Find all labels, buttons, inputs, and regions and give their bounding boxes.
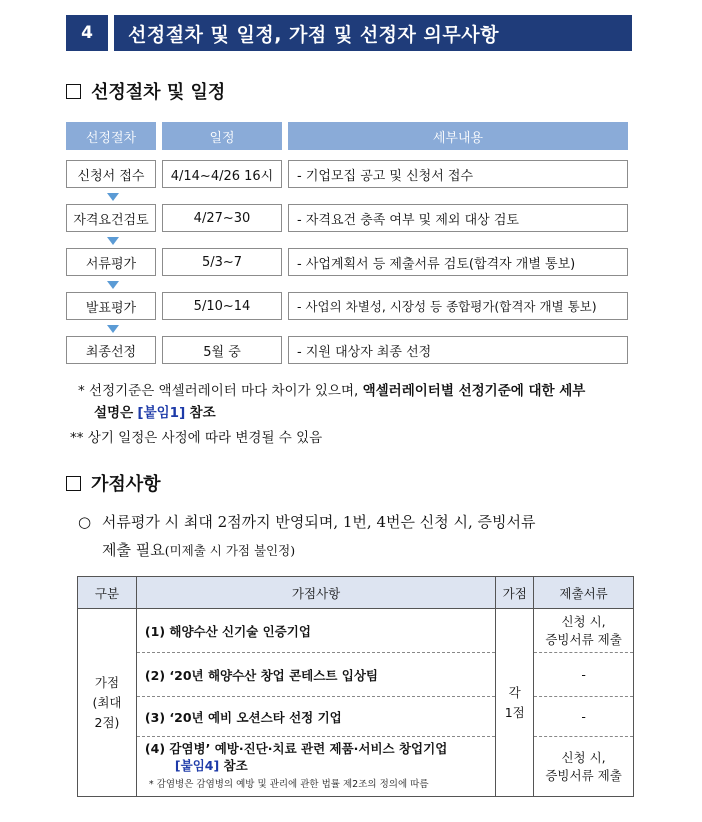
section-title: 선정절차 및 일정, 가점 및 선정자 의무사항 [114,15,632,51]
schedule-detail: - 기업모집 공고 및 신청서 접수 [288,160,628,188]
bonus-header-category: 구분 [78,577,137,609]
schedule-change-note: ** 상기 일정은 사정에 따라 변경될 수 있음 [70,430,323,446]
schedule-detail: - 사업계획서 등 제출서류 검토(합격자 개별 통보) [288,248,628,276]
schedule-date: 5/10~14 [162,292,282,320]
schedule-detail: - 사업의 차별성, 시장성 등 종합평가(합격자 개별 통보) [288,292,628,320]
schedule-date: 5월 중 [162,336,282,364]
schedule-detail: - 지원 대상자 최종 선정 [288,336,628,364]
schedule-header-date: 일정 [162,122,282,150]
bonus-score: 각 1점 [496,609,534,797]
bonus-header-item: 가점사항 [136,577,495,609]
arrow-down-icon [107,237,119,245]
bonus-item: (2) ‘20년 해양수산 창업 콘테스트 입상팀 [136,653,495,697]
bonus-docs: - [534,653,634,697]
bonus-description: ○ 서류평가 시 최대 2점까지 반영되며, 1번, 4번은 신청 시, 증빙서류 제출 필요(미제출 시 가점 불인정) [78,513,536,559]
schedule-step: 최종선정 [66,336,156,364]
bonus-item: (4) 감염병’ 예방·진단·치료 관련 제품·서비스 창업기업 [붙임4] 참조 * 감염병은 감염병의 예방 및 관리에 관한 법률 제2조의 정의에 따름 [136,737,495,797]
arrow-down-icon [107,325,119,333]
bullet-circle-icon: ○ [78,513,92,531]
schedule-step: 발표평가 [66,292,156,320]
bonus-header-score: 가점 [496,577,534,609]
bonus-category: 가점 (최대 2점) [78,609,137,797]
schedule-date: 4/27~30 [162,204,282,232]
selection-criteria-note: * 선정기준은 액셀러레이터 마다 차이가 있으며, 액셀러레이터별 선정기준에 대한 세부 설명은 [붙임1] 참조 [78,383,586,421]
bonus-docs: 신청 시, 증빙서류 제출 [534,609,634,653]
bonus-docs: 신청 시, 증빙서류 제출 [534,737,634,797]
bonus-docs: - [534,697,634,737]
schedule-date: 5/3~7 [162,248,282,276]
bonus-table [77,576,634,797]
schedule-heading: 선정절차 및 일정 [66,78,225,104]
schedule-header-detail: 세부내용 [288,122,628,150]
checkbox-square-icon [66,476,81,491]
arrow-down-icon [107,193,119,201]
attachment-ref: [붙임1] [137,405,186,421]
attachment-ref: [붙임4] [174,758,220,773]
schedule-date: 4/14~4/26 16시 [162,160,282,188]
schedule-step: 자격요건검토 [66,204,156,232]
checkbox-square-icon [66,84,81,99]
bonus-heading: 가점사항 [66,470,161,496]
schedule-detail: - 자격요건 충족 여부 및 제외 대상 검토 [288,204,628,232]
section-number: 4 [66,15,108,51]
bonus-item: (3) ‘20년 예비 오션스타 선정 기업 [136,697,495,737]
infection-definition-note: * 감염병은 감염병의 예방 및 관리에 관한 법률 제2조의 정의에 따름 [148,779,429,790]
schedule-header-step: 선정절차 [66,122,156,150]
bonus-item: (1) 해양수산 신기술 인증기업 [136,609,495,653]
bonus-header-docs: 제출서류 [534,577,634,609]
arrow-down-icon [107,281,119,289]
section-header [66,15,632,51]
schedule-step: 신청서 접수 [66,160,156,188]
schedule-step: 서류평가 [66,248,156,276]
